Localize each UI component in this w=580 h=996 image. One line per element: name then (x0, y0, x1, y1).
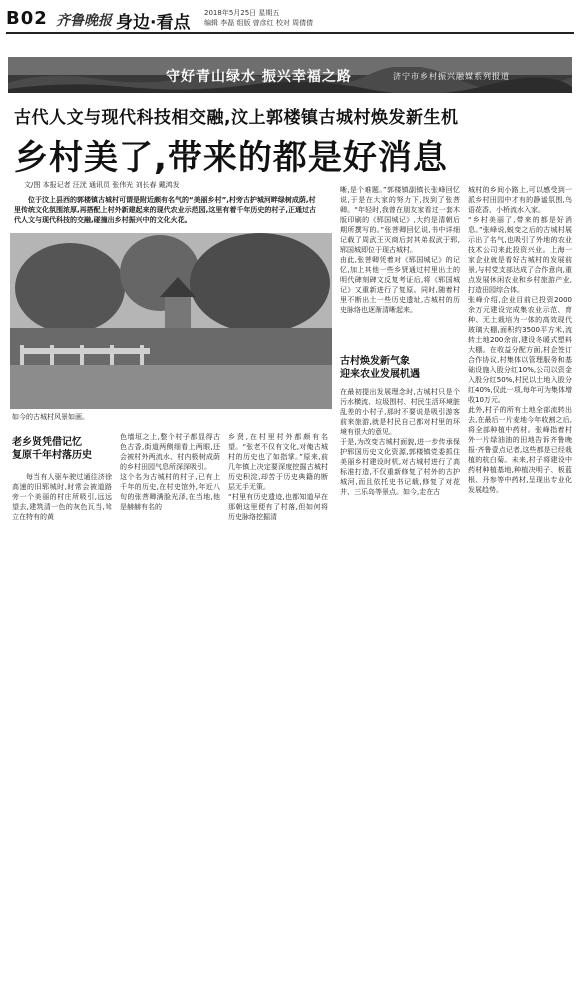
page-number: B02 (6, 8, 48, 29)
article-byline: 文/图 本报记者 汪洸 通讯员 张伟光 刘长春 戴鸿发 (24, 181, 180, 189)
paper-logo: 齐鲁晚报 (56, 13, 112, 29)
header-meta (204, 8, 313, 28)
banner-title: 守好青山绿水 振兴幸福之路 (166, 69, 352, 85)
article-kicker: 古代人文与现代科技相交融,汶上郭楼镇古城村焕发新生机 (14, 108, 459, 128)
column-4-text-2: 在最初提出发展理念时,古城村只是个污水横流、垃圾围村、村民生活环境脏乱差的小村子,那时不要说是吸引游客前来旅游,就是村民自己都对村里的环境有很大的意见。 于是,为改变古城村面貌,进一步传承保护郓国历史文化资源,郭楼镇党委抓住美丽乡村建设时机,对古城村进行了高标准打造,不仅重新修复了村外的古护城河,而且依托史书记载,修复了对花井、三乐岛等景点。如今,走在古 (340, 388, 460, 496)
column-3-text: 乡贤,在村里村外都颇有名望。“张老不仅有文化,对俺古城村的历史也了如指掌。”原来,前几年镇上决定要深度挖掘古城村历史积淀,却苦于历史典籍的断层无手无策。 “村里有历史遗迹,也都知道早在那朝这里便有了村落,但如何将历史脉络挖掘清 (228, 433, 328, 521)
page-header (6, 6, 574, 34)
editor-line: 编辑 李磊 组版 曾彦红 校对 周倩倩 (204, 19, 314, 27)
column-4-subhead: 古村焕发新气象 迎来农业发展机遇 (340, 356, 420, 380)
photo-caption: 如今的古城村风景如画。 (12, 413, 89, 421)
column-5-text: 城村的乡间小路上,可以感受到一派乡村田园中才有的静谧氛围,鸟语花香、小桥流水入家。 “乡村美丽了,带来的都是好消息。”张峰说,蜕变之后的古城村展示出了名气,也吸引了外地的农业技术公司来此投资兴业。上海一家企业就是看好古城村的发展前景,与村党支部达成了合作意向,重点发展休闲农业和乡村旅游产业,打造田园综合体。 张峰介绍,企业目前已投资2000余万元建设完成集农业示范、育种、无土栽培为一体的高效现代玻璃大棚,面积约3500平方米,流转土地200余亩,建设冬暖式塑料大棚。在收益分配方面,村企签订合作协议,村集体以管理服务和基础设施入股分红10%,公司以资金入股分红50%,村民以土地入股分红40%,仅此一项,每年可为集体增收10万元。 此外,村子的所有土地全部流转出去,在最后一片麦地今年收割之后,将全部种植中药材。张峰指着村外一片绿油油的田地告诉齐鲁晚报·齐鲁壹点记者,这些都是已经栽植的杭白菊。未来,村子将建设中药材种植基地,种植决明子、板蓝根、丹参等中药材,呈现出专业化发展趋势。 (468, 186, 573, 494)
banner-subtitle: 济宁市乡村振兴融媒系列报道 (393, 72, 510, 81)
village-photo-illustration (10, 233, 332, 409)
article-lead: 位于汶上县西的郭楼镇古城村可谓是附近颇有名气的“美丽乡村”,村旁古护城河畔绿树成荫,村里传统文化氛围浓厚,再搭配上村外新建起来的现代农业示范园,这里有着千年历史的村子,正通过古代人文与现代科技的交融,碰撞出乡村振兴中的文化火花。 (14, 196, 316, 224)
series-banner (8, 57, 572, 93)
column-2-text: 色墙垣之上,整个村子都显得古色古香,街道两侧细看上两眼,还会被村外两流水、村内极树成荫的乡村田园气息所深深吸引。 这个名为古城村的村子,已有上千年的历史,在村史馆外,年近八旬的张菩卿满脸光泽,在当地,他是赫赫有名的 (120, 433, 220, 511)
column-1-subhead: 老乡贤凭借记忆 复原千年村落历史 (12, 437, 92, 461)
section-title: 身边·看点 (116, 13, 191, 33)
date-line: 2018年5月25日 星期五 (204, 9, 280, 17)
column-1-text: 每当有人驱车驶过通往济徐高速的旧郓城时,时常会被道路旁一个美丽的村庄所吸引,远远望去,建筑清一色的灰色瓦当,耸立在特有的黄 (12, 473, 112, 521)
article-headline: 乡村美了,带来的都是好消息 (14, 138, 448, 178)
village-photo (10, 233, 332, 409)
column-4-text: 晰,是个难题。”郭楼镇副镇长张峰回忆说,于是在大家的努力下,找到了张菩卿。“年轻时,我曾在朋友家看过一套木版印刷的《郓国城记》,大约是清朝后期所撰写的。”张菩卿回忆说,书中详细记载了周武王灭商后封其弟叔武于郓,郓国城即位于现古城村。 由此,张菩卿凭着对《郓国城记》的记忆,加上其他一些乡贤通过村里出土的明代碑刻碑文反复考证后,将《郓国城记》又重新进行了复原。同时,随着村里不断出土一些历史遗址,古城村的历史脉络也逐渐清晰起来。 (340, 186, 460, 314)
